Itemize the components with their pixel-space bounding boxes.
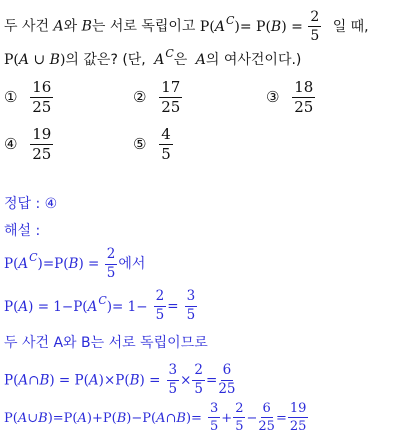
answer-label: 정답 : ④: [4, 196, 58, 212]
option-marker: ③: [266, 88, 280, 106]
note-end: 의 여사건이다.): [205, 52, 302, 68]
option-marker: ①: [4, 88, 18, 106]
option-fraction: $\frac{4}{5}$: [161, 125, 171, 163]
question-prefix: 두 사건: [4, 18, 50, 35]
conj-and: 와: [63, 18, 78, 35]
step2-fraction-2: $\frac{3}{5}$: [186, 288, 196, 323]
solution-label: 해설 :: [4, 223, 41, 239]
option-marker: ⑤: [133, 135, 147, 153]
question-mid: 는 서로 독립이고: [91, 18, 196, 35]
question-line-2: [4, 47, 302, 71]
event-b: B: [81, 18, 92, 35]
option-marker: ④: [4, 135, 18, 153]
step1-suffix: 에서: [118, 256, 146, 272]
event-a: A: [53, 18, 64, 35]
question-suffix: 일 때,: [332, 18, 369, 35]
prob-expr: $P(A^C)= P(B)$ =: [199, 13, 303, 35]
option-1[interactable]: [4, 80, 54, 115]
option-fraction: $\frac{18}{25}$: [294, 78, 314, 116]
solution-step-1: [4, 248, 145, 280]
option-5[interactable]: [133, 127, 174, 162]
question-line2-text: 의 값은? (단,: [65, 52, 146, 68]
solution-step-3: P(A∩B) = P(A)×P(B) = $\frac{3}{5}$ × $\frac{2}{5}$ = $\frac{6}{25}$: [4, 362, 236, 397]
note-event-a-2: A: [195, 52, 206, 68]
solution-step-4: P(A∪B)=P(A)+P(B)−P(A∩B)= $\frac{3}{5}$ + $\frac{2}{5}$ − $\frac{6}{25}$ = $\frac{19}{25}$: [4, 401, 307, 434]
step1-fraction: $\frac{2}{5}$: [106, 246, 116, 281]
solution-step-2: $P(A) = 1-P(A^C)= 1-$ $\frac{2}{5}$ = $\frac{3}{5}$: [4, 288, 196, 323]
given-fraction: $\frac{2}{5}$: [310, 9, 320, 44]
option-fraction: $\frac{16}{25}$: [32, 78, 52, 116]
option-3[interactable]: [266, 80, 316, 115]
step1-expr: $P(A^C)=P(B)$ =: [4, 251, 100, 272]
union-expr: P(A ∪ B): [4, 52, 66, 68]
question-line-1: [4, 10, 369, 43]
option-2[interactable]: [133, 80, 183, 115]
option-fraction: $\frac{17}{25}$: [161, 78, 181, 116]
option-marker: ②: [133, 88, 147, 106]
option-fraction: $\frac{19}{25}$: [32, 125, 52, 163]
option-4[interactable]: [4, 127, 54, 162]
step2-fraction-1: $\frac{2}{5}$: [155, 288, 165, 323]
note-mid: 은: [173, 52, 188, 68]
independence-text: 두 사건 A와 B는 서로 독립이므로: [4, 335, 208, 351]
note-event-a: $A^C$: [154, 47, 174, 68]
